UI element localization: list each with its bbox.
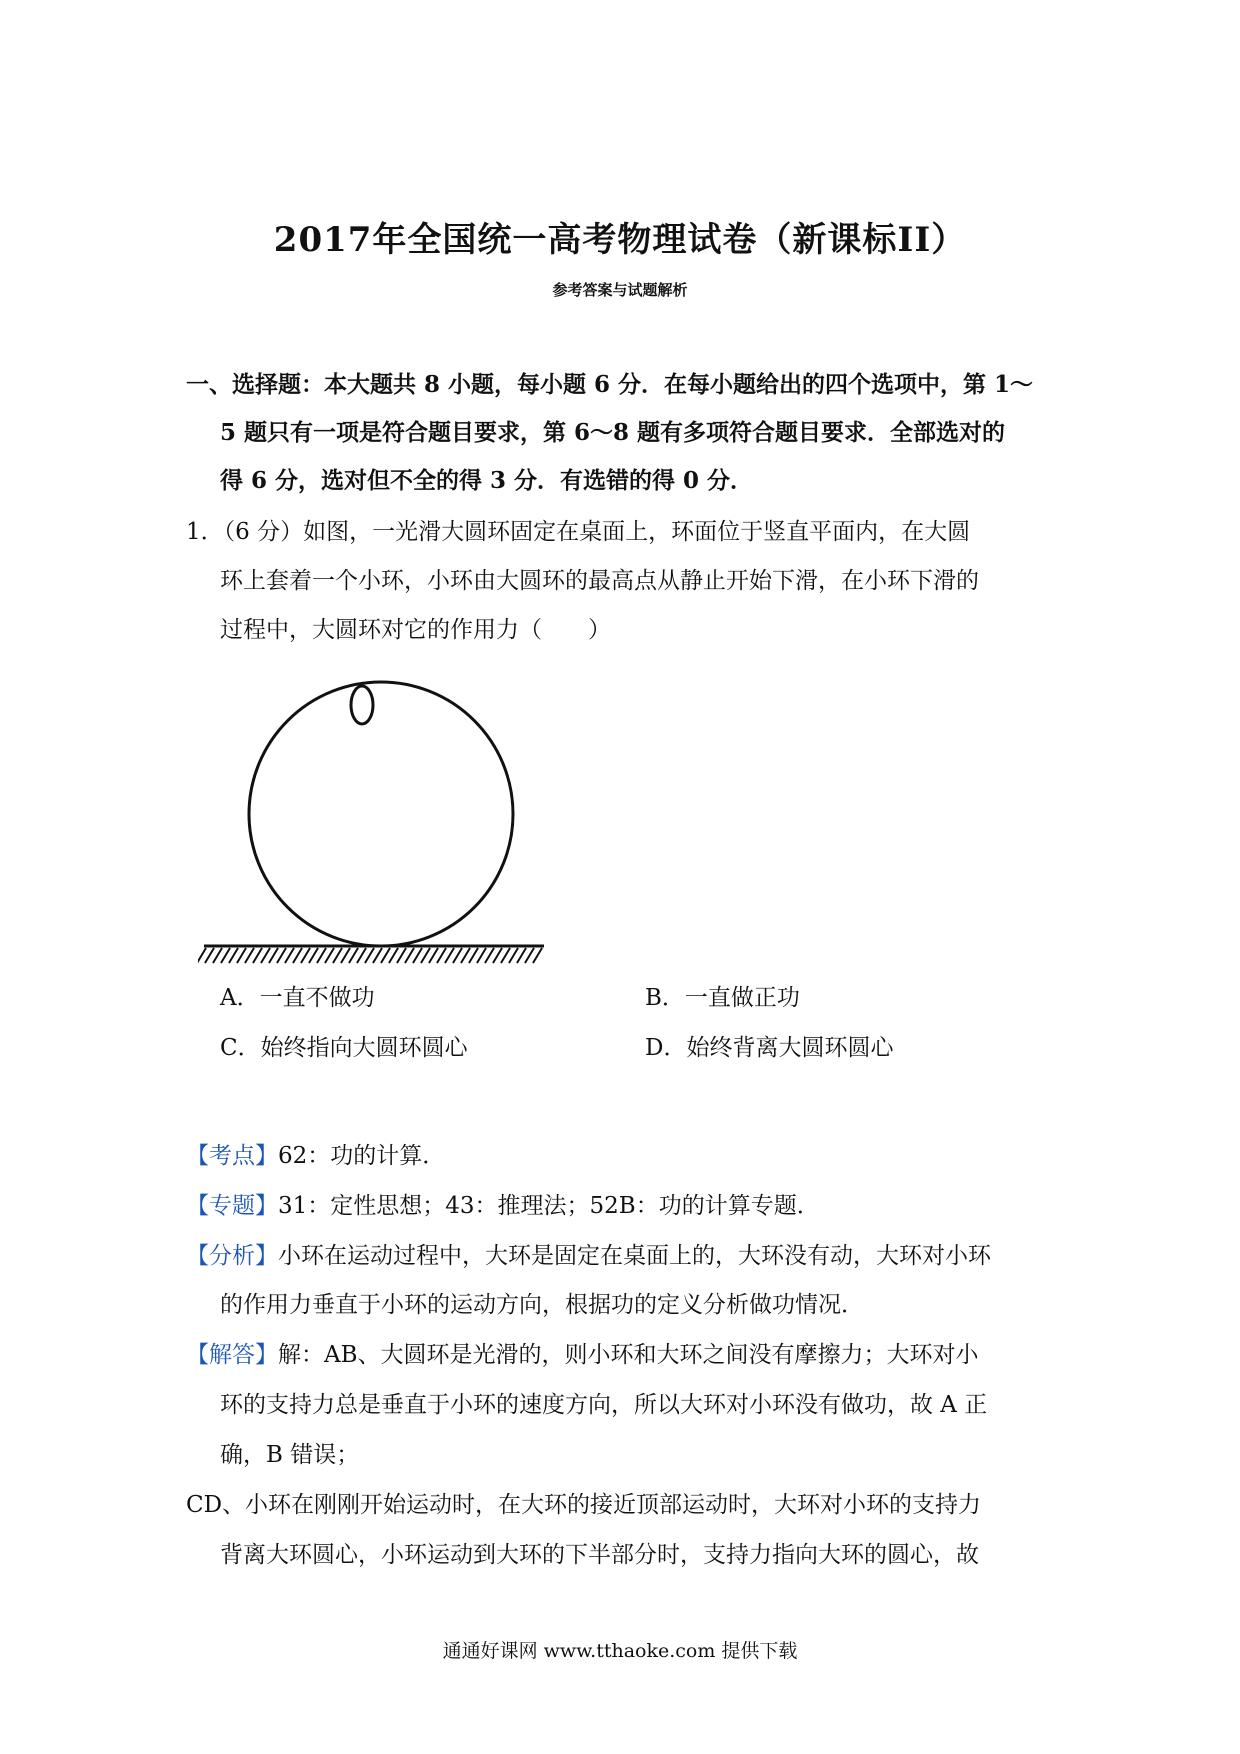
document-title: 2017年全国统一高考物理试卷（新课标II） (273, 220, 967, 260)
jieda-line-1 (186, 1340, 979, 1370)
ring-on-table-figure (198, 680, 558, 970)
fenxi-line-2: 的作用力垂直于小环的运动方向，根据功的定义分析做功情况． (220, 1292, 864, 1318)
jieda-line-3: 确，B 错误； (220, 1442, 360, 1468)
jieda-text-1: 解：AB、大圆环是光滑的，则小环和大环之间没有摩擦力；大环对小 (278, 1342, 979, 1368)
hatch-mark (198, 948, 206, 963)
option-b: B．一直做正功 (645, 985, 800, 1011)
hatch-mark (293, 948, 302, 963)
zhuanti-tag: 【专题】 (186, 1193, 278, 1219)
jieda-line-2: 环的支持力总是垂直于小环的速度方向，所以大环对小环没有做功，故 A 正 (220, 1392, 988, 1418)
section-line-2: 5 题只有一项是符合题目要求，第 6～8 题有多项符合题目要求．全部选对的 (220, 419, 1006, 446)
document-subtitle: 参考答案与试题解析 (552, 281, 688, 299)
hatch-mark (205, 948, 214, 963)
hatch-mark (349, 948, 358, 963)
hatch-mark (493, 948, 502, 963)
hatch-mark (285, 948, 294, 963)
small-ring (351, 686, 373, 724)
question-line-1: 1．（6 分）如图，一光滑大圆环固定在桌面上，环面位于竖直平面内，在大圆 (186, 519, 971, 545)
hatch-mark (413, 948, 422, 963)
hatch-mark (325, 948, 334, 963)
fenxi-text-1: 小环在运动过程中，大环是固定在桌面上的，大环没有动，大环对小环 (278, 1243, 991, 1269)
kaodian-text: 62：功的计算． (278, 1143, 446, 1169)
hatch-mark (261, 948, 270, 963)
option-a: A．一直不做功 (220, 985, 375, 1011)
hatch-mark (421, 948, 430, 963)
kaodian-line (186, 1141, 445, 1171)
cd-line-1: CD、小环在刚刚开始运动时，在大环的接近顶部运动时，大环对小环的支持力 (186, 1492, 982, 1518)
zhuanti-text: 31：定性思想；43：推理法；52B：功的计算专题． (278, 1193, 820, 1219)
hatch-mark (533, 948, 542, 963)
hatch-mark (381, 948, 390, 963)
question-line-2: 环上套着一个小环，小环由大圆环的最高点从静止开始下滑，在小环下滑的 (220, 568, 979, 594)
hatch-mark (501, 948, 510, 963)
hatch-mark (437, 948, 446, 963)
hatch-mark (309, 948, 318, 963)
hatch-mark (317, 948, 326, 963)
section-line-3: 得 6 分，选对但不全的得 3 分．有选错的得 0 分． (220, 467, 754, 494)
hatch-mark (245, 948, 254, 963)
jieda-tag: 【解答】 (186, 1342, 278, 1368)
hatch-mark (341, 948, 350, 963)
hatch-mark (389, 948, 398, 963)
fenxi-line-1 (186, 1241, 991, 1271)
hatch-mark (301, 948, 310, 963)
table-hatching (198, 948, 542, 963)
hatch-mark (221, 948, 230, 963)
hatch-mark (469, 948, 478, 963)
hatch-mark (517, 948, 526, 963)
hatch-mark (213, 948, 222, 963)
hatch-mark (453, 948, 462, 963)
hatch-mark (485, 948, 494, 963)
hatch-mark (509, 948, 518, 963)
hatch-mark (333, 948, 342, 963)
hatch-mark (461, 948, 470, 963)
hatch-mark (269, 948, 278, 963)
option-c: C．始终指向大圆环圆心 (220, 1035, 468, 1061)
cd-line-2: 背离大环圆心，小环运动到大环的下半部分时，支持力指向大环的圆心，故 (220, 1542, 979, 1568)
hatch-mark (445, 948, 454, 963)
hatch-mark (253, 948, 262, 963)
hatch-mark (277, 948, 286, 963)
section-line-1: 一、选择题：本大题共 8 小题，每小题 6 分．在每小题给出的四个选项中，第 1～ (186, 371, 1034, 398)
hatch-mark (397, 948, 406, 963)
hatch-mark (237, 948, 246, 963)
question-line-3: 过程中，大圆环对它的作用力（ ） (220, 617, 611, 643)
fenxi-tag: 【分析】 (186, 1243, 278, 1269)
hatch-mark (477, 948, 486, 963)
page-footer: 通通好课网 www.tthaoke.com 提供下载 (442, 1640, 798, 1662)
hatch-mark (429, 948, 438, 963)
hatch-mark (365, 948, 374, 963)
kaodian-tag: 【考点】 (186, 1143, 278, 1169)
hatch-mark (405, 948, 414, 963)
hatch-mark (229, 948, 238, 963)
hatch-mark (525, 948, 534, 963)
option-d: D．始终背离大圆环圆心 (645, 1035, 894, 1061)
zhuanti-line (186, 1191, 820, 1221)
large-ring (249, 682, 513, 946)
hatch-mark (357, 948, 366, 963)
hatch-mark (373, 948, 382, 963)
